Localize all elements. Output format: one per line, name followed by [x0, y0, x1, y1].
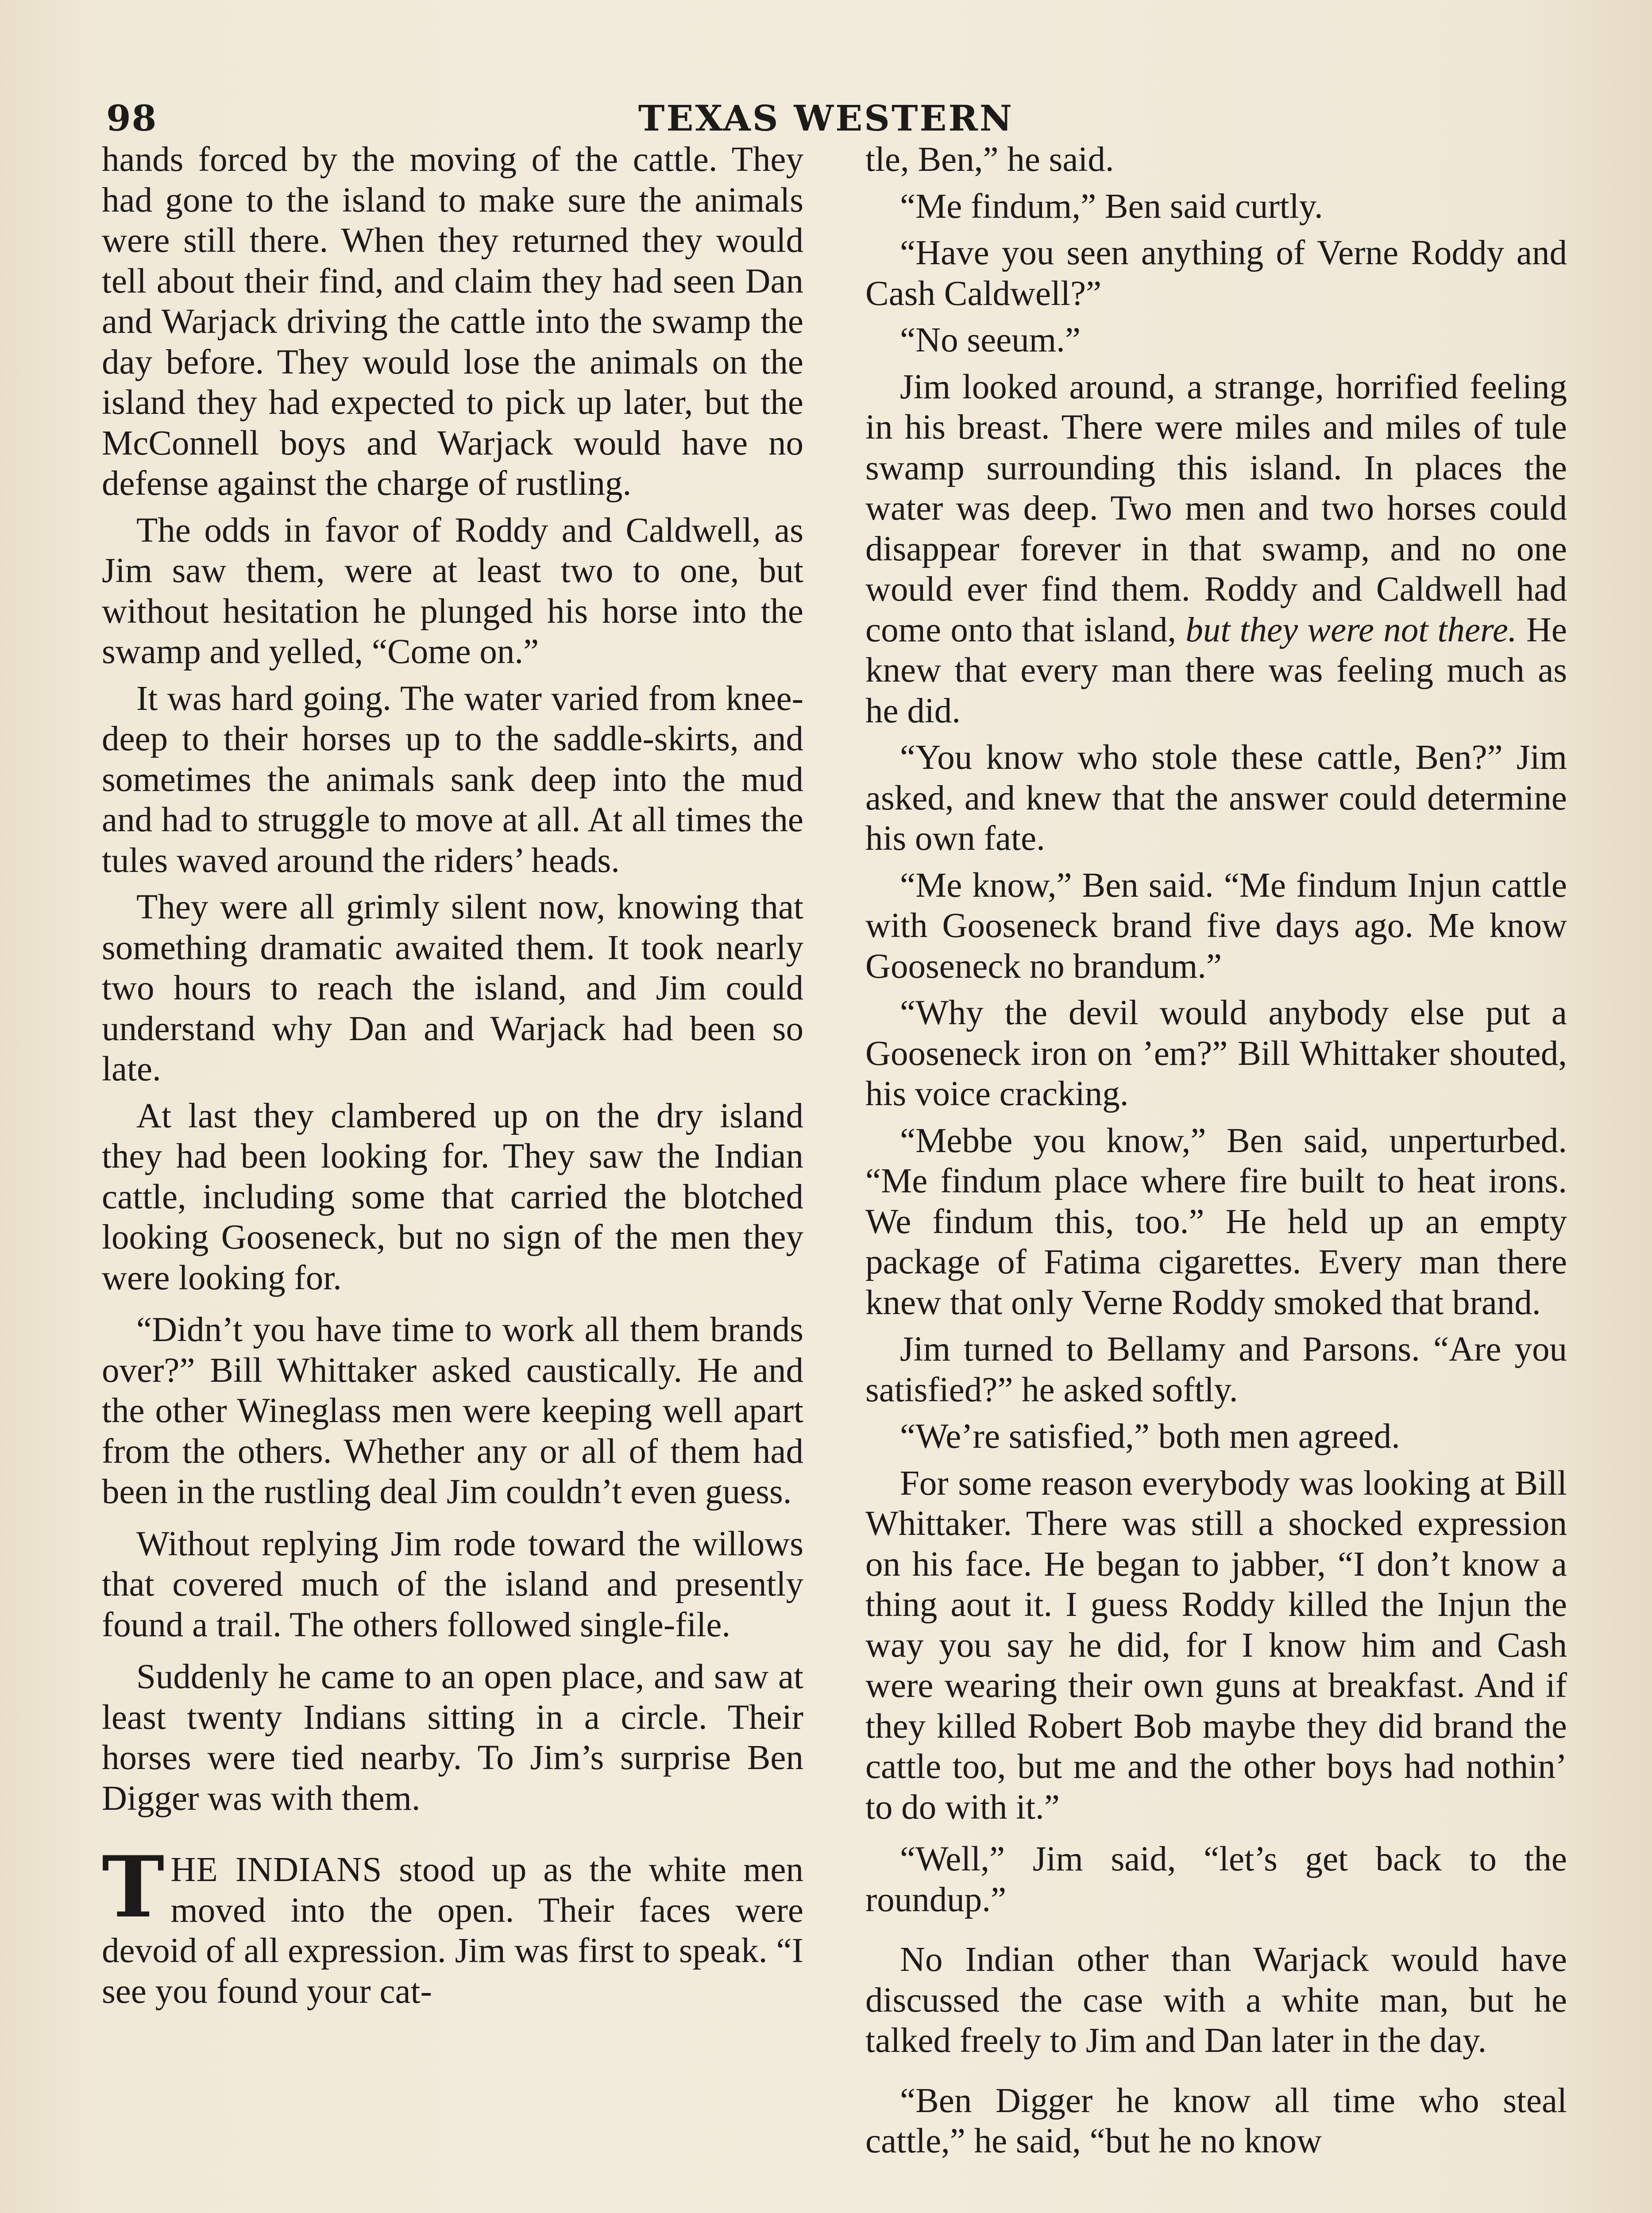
paragraph-text: He knew that every man there was feeling much as he did.: [865, 610, 1567, 730]
paragraph: They were all grimly silent now, knowing that something dramatic awaited them. It took nearly two hours to reach the island, and Jim could understand why Dan and Warjack had been so late.: [102, 888, 803, 1088]
paragraph-text: stood up as the white men moved into the open. Their faces were devoid of all expression. Jim was first to speak. “I see you found your cat-: [102, 1851, 803, 2011]
paragraph: “We’re satisfied,” both men agreed.: [900, 1417, 1400, 1456]
paragraph: “Didn’t you have time to work all them brands over?” Bill Whittaker asked caustically. He and the other Wineglass men were keeping well apart from the others. Whether any or all of them had been in the rustling deal Jim couldn’t even guess.: [102, 1311, 803, 1511]
paragraph: For some reason everybody was looking at Bill Whittaker. There was still a shocked expression on his face. He began to jabber, “I don’t know a thing aout it. I guess Roddy killed the Injun the way you say he did, for I know him and Cash were wearing their own guns at breakfast. And if they killed Robert Bob maybe they did brand the cattle too, but me and the other boys had nothin’ to do with it.”: [865, 1464, 1567, 1827]
paragraph: “Mebbe you know,” Ben said, unperturbed. “Me findum place where fire built to heat irons. We findum this, too.” He held up an empty package of Fatima cigarettes. Every man there knew that only Verne Roddy smoked that brand.: [865, 1121, 1567, 1322]
text-columns: [102, 139, 1567, 2213]
paragraph: [865, 367, 1567, 732]
section-opening-paragraph: [102, 1838, 803, 2012]
paragraph: Without replying Jim rode toward the willows that covered much of the island and presently found a trail. The others followed single-file.: [102, 1524, 803, 1644]
paragraph: hands forced by the moving of the cattle. They had gone to the island to make sure the animals were still there. When they returned they would tell about their find, and claim they had seen Dan and Warjack driving the cattle into the swamp the day before. They would lose the animals on the island they had expected to pick up later, but the McConnell boys and Warjack would have no defense against the charge of rustling.: [102, 140, 803, 503]
paragraph: At last they clambered up on the dry island they had been looking for. They saw the Indian cattle, including some that carried the blotched looking Gooseneck, but no sign of the men they were looking for.: [102, 1096, 803, 1297]
paragraph: “Me know,” Ben said. “Me findum Injun cattle with Gooseneck brand five days ago. Me know Gooseneck no brandum.”: [865, 866, 1567, 986]
paragraph: tle, Ben,” he said.: [865, 140, 1114, 179]
page-header: [102, 93, 1550, 142]
paragraph: It was hard going. The water varied from knee-deep to their horses up to the saddle-skirts, and sometimes the animals sank deep into the mud and had to struggle to move at all. At all times the tules waved around the riders’ heads.: [102, 679, 803, 880]
paragraph: The odds in favor of Roddy and Caldwell, as Jim saw them, were at least two to one, but without hesitation he plunged his horse into the swamp and yelled, “Come on.”: [102, 511, 803, 671]
italic-phrase: but they were not there.: [1185, 610, 1517, 649]
paragraph: No Indian other than Warjack would have discussed the case with a white man, but he talked freely to Jim and Dan later in the day.: [865, 1940, 1567, 2060]
paragraph: “Have you seen anything of Verne Roddy and Cash Caldwell?”: [865, 234, 1567, 313]
drop-cap: T: [102, 1838, 165, 1936]
lead-in: HE INDIANS: [170, 1851, 382, 1889]
paragraph: “Ben Digger he know all time who steal cattle,” he said, “but he no know: [865, 2081, 1567, 2160]
paragraph: “No seeum.”: [900, 321, 1081, 359]
paragraph: Jim turned to Bellamy and Parsons. “Are you satisfied?” he asked softly.: [865, 1330, 1567, 1409]
paragraph: Suddenly he came to an open place, and saw at least twenty Indians sitting in a circle. Their horses were tied nearby. To Jim’s surprise Ben Digger was with them.: [102, 1658, 803, 1818]
paragraph: “Well,” Jim said, “let’s get back to the roundup.”: [865, 1840, 1567, 1919]
left-column: [102, 139, 803, 2213]
paragraph: “Why the devil would anybody else put a Gooseneck iron on ’em?” Bill Whittaker shouted, his voice cracking.: [865, 994, 1567, 1113]
running-title: TEXAS WESTERN: [638, 97, 1014, 139]
paragraph-text: Jim looked around, a strange, horrified feeling in his breast. There were miles and miles of tule swamp surrounding this island. In places the water was deep. Two men and two horses could disappear forever in that swamp, and no one would ever find them. Roddy and Caldwell had come onto that island,: [865, 367, 1567, 649]
paragraph: “Me findum,” Ben said curtly.: [900, 187, 1323, 226]
right-column: [865, 139, 1567, 2213]
paragraph: “You know who stole these cattle, Ben?” Jim asked, and knew that the answer could determine his own fate.: [865, 738, 1567, 858]
page-number: 98: [106, 97, 158, 139]
